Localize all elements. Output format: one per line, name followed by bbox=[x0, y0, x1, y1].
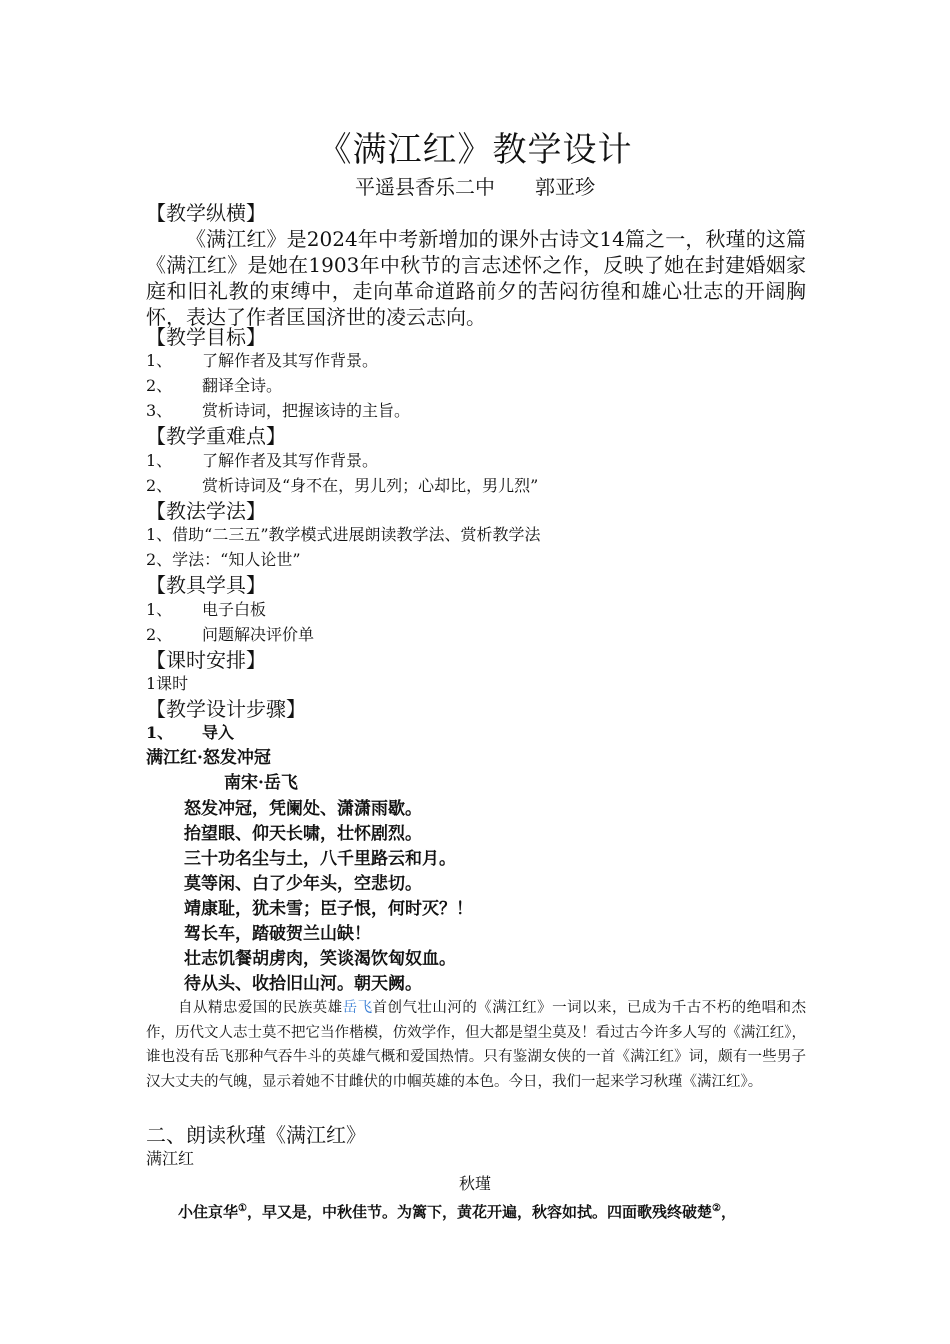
author-name: 郭亚珍 bbox=[535, 175, 595, 199]
section-heading-steps: 【教学设计步骤】 bbox=[146, 697, 306, 721]
section-heading-key-points: 【教学重难点】 bbox=[146, 424, 286, 448]
list-item: 2、学法：“知人论世” bbox=[146, 550, 301, 569]
document-byline bbox=[0, 174, 950, 200]
section-heading-schedule: 【课时安排】 bbox=[146, 648, 266, 672]
list-item: 2、 翻译全诗。 bbox=[146, 376, 283, 395]
section-heading-overview: 【教学纵横】 bbox=[146, 201, 266, 225]
poem-line: 怒发冲冠，凭阑处、潇潇雨歇。 bbox=[184, 799, 422, 819]
footnote-marker[interactable]: ① bbox=[238, 1203, 247, 1214]
list-item: 1、借助“二三五”教学模式进展朗读教学法、赏析教学法 bbox=[146, 525, 541, 544]
poem-line: 待从头、收拾旧山河。朝天阙。 bbox=[184, 974, 422, 994]
poem-line: 莫等闲、白了少年头，空悲切。 bbox=[184, 874, 422, 894]
poem-line: 壮志饥餐胡虏肉，笑谈渴饮匈奴血。 bbox=[184, 949, 456, 969]
poem-title: 满江红·怒发冲冠 bbox=[146, 748, 271, 768]
poem-line: 靖康耻，犹未雪；臣子恨，何时灭？！ bbox=[184, 899, 473, 919]
poem2-title: 满江红 bbox=[146, 1149, 195, 1168]
footnote-marker[interactable]: ② bbox=[712, 1203, 721, 1214]
step-reading-heading: 二、朗读秋瑾《满江红》 bbox=[146, 1123, 366, 1147]
schedule-text: 1课时 bbox=[146, 674, 189, 693]
list-item: 2、 赏析诗词及“身不在，男儿列；心却比，男儿烈” bbox=[146, 476, 539, 495]
poem2-author: 秋瑾 bbox=[458, 1174, 491, 1193]
list-item: 1、 电子白板 bbox=[146, 600, 267, 619]
overview-paragraph: 《满江红》是2024年中考新增加的课外古诗文14篇之一，秋瑾的这篇《满江红》是她在1903年中秋节的言志述怀之作，反映了她在封建婚姻家庭和旧礼教的束缚中，走向革命道路前夕的苦闷彷徨和雄心壮志的开阔胸怀，表达了作者匡国济世的凌云志向。 bbox=[146, 227, 806, 329]
poem-line: 三十功名尘与土，八千里路云和月。 bbox=[184, 849, 456, 869]
section-heading-objectives: 【教学目标】 bbox=[146, 325, 266, 349]
yuefei-link[interactable]: 岳飞 bbox=[342, 1000, 373, 1016]
list-item: 3、 赏析诗词，把握该诗的主旨。 bbox=[146, 401, 411, 420]
poem-author: 南宋·岳飞 bbox=[224, 773, 298, 793]
section-heading-methods: 【教法学法】 bbox=[146, 499, 266, 523]
school-name: 平遥县香乐二中 bbox=[355, 175, 495, 199]
poem-line: 驾长车，踏破贺兰山缺！ bbox=[184, 924, 371, 944]
document-title: 《满江红》教学设计 bbox=[317, 130, 633, 170]
list-item: 2、 问题解决评价单 bbox=[146, 625, 315, 644]
list-item: 1、 了解作者及其写作背景。 bbox=[146, 451, 379, 470]
step-intro: 1、 导入 bbox=[146, 723, 235, 742]
poem-line: 抬望眼、仰天长啸，壮怀剧烈。 bbox=[184, 824, 422, 844]
intro-paragraph: 自从精忠爱国的民族英雄岳飞首创气壮山河的《满江红》一词以来，已成为千古不朽的绝唱和杰作，历代文人志士莫不把它当作楷模，仿效学作，但大都是望尘莫及！看过古今许多人写的《满江红》，谁也没有岳飞那种气吞牛斗的英雄气概和爱国热情。只有鉴湖女侠的一首《满江红》词，颇有一些男子汉大丈夫的气魄，显示着她不甘雌伏的巾帼英雄的本色。今日，我们一起来学习秋瑾《满江红》。 bbox=[146, 1000, 807, 1090]
section-heading-tools: 【教具学具】 bbox=[146, 573, 266, 597]
list-item: 1、 了解作者及其写作背景。 bbox=[146, 351, 379, 370]
poem2-line: 小住京华①，早又是，中秋佳节。为篱下，黄花开遍，秋容如拭。四面歌残终破楚②， bbox=[178, 1203, 736, 1221]
